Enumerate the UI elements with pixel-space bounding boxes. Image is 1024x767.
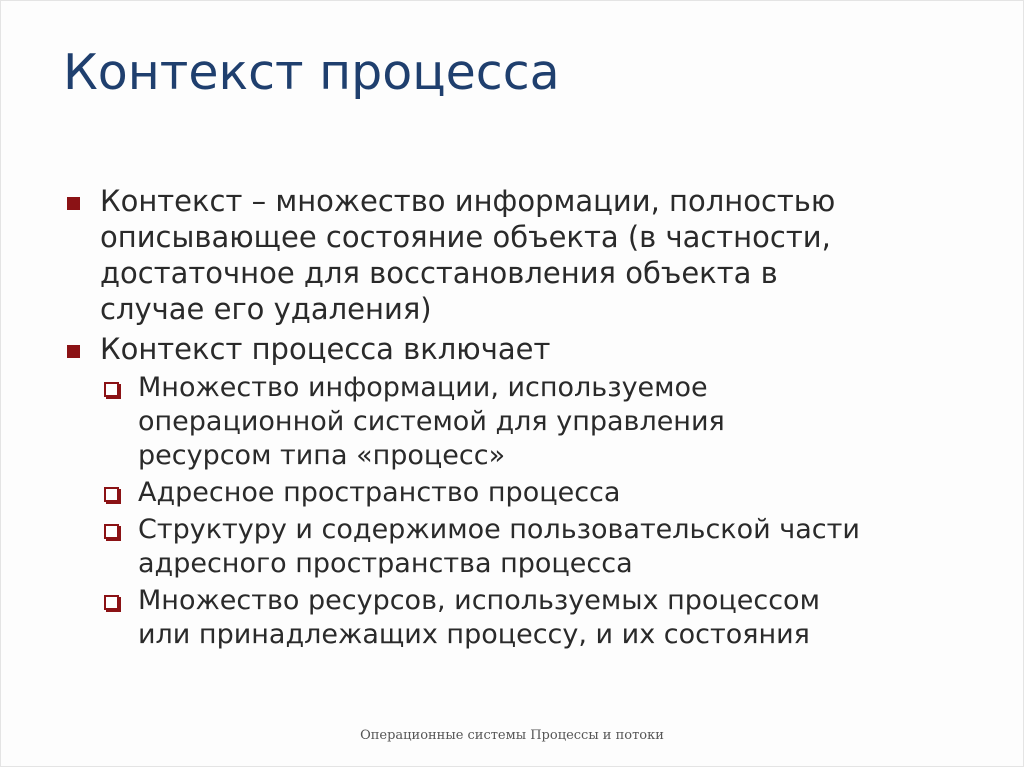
bullet-line: достаточное для восстановления объекта в	[100, 256, 778, 290]
bullet-line: Множество ресурсов, используемых процессом	[138, 585, 820, 616]
bullet-line: случае его удаления)	[100, 292, 432, 326]
bullet-line: или принадлежащих процессу, и их состояния	[138, 619, 810, 650]
sub-bullet-item-resources	[1, 584, 1023, 652]
bullet-line: Контекст – множество информации, полностью	[100, 184, 836, 218]
hollow-square-bullet-icon	[104, 382, 119, 397]
slide-footer: Операционные системы Процессы и потоки	[360, 728, 664, 743]
sub-bullet-item-user-part	[1, 513, 1023, 581]
bullet-line: операционной системой для управления	[138, 406, 725, 437]
filled-square-bullet-icon	[67, 197, 80, 210]
bullet-line: Множество информации, используемое	[138, 372, 708, 403]
sub-bullet-item-address-space	[1, 476, 1023, 510]
bullet-line: ресурсом типа «процесс»	[138, 440, 506, 471]
slide-title: Контекст процесса	[63, 44, 560, 101]
bullet-line: Структуру и содержимое пользовательской части	[138, 514, 860, 545]
bullet-line: описывающее состояние объекта (в частности,	[100, 220, 831, 254]
filled-square-bullet-icon	[67, 345, 80, 358]
bullet-line: Контекст процесса включает	[100, 332, 551, 366]
bullet-list	[1, 183, 1023, 655]
hollow-square-bullet-icon	[104, 524, 119, 539]
bullet-item-process-context	[1, 331, 1023, 367]
bullet-line: адресного пространства процесса	[138, 548, 633, 579]
bullet-item-context-definition	[1, 183, 1023, 327]
sub-bullet-item-info-set	[1, 371, 1023, 473]
hollow-square-bullet-icon	[104, 595, 119, 610]
bullet-line: Адресное пространство процесса	[138, 477, 621, 508]
hollow-square-bullet-icon	[104, 487, 119, 502]
